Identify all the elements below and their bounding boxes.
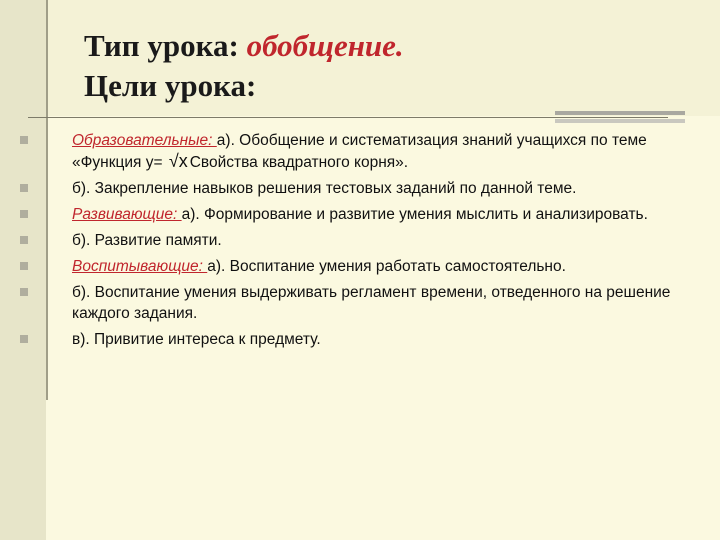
item-text: а). Воспитание умения работать самостоятельно. [207, 258, 566, 275]
item-text-tail: Свойства квадратного корня». [189, 154, 409, 171]
item-lead: Образовательные: [72, 132, 217, 149]
square-bullet-icon [20, 136, 28, 144]
list-item [20, 230, 700, 251]
item-text: б). Развитие памяти. [72, 232, 222, 249]
item-text: б). Воспитание умения выдерживать регламент времени, отведенного на решение каждого задания. [72, 284, 671, 322]
square-bullet-icon [20, 262, 28, 270]
list-item [20, 282, 700, 324]
slide-title [84, 26, 404, 106]
square-bullet-icon [20, 184, 28, 192]
list-item [20, 130, 700, 173]
square-bullet-icon [20, 288, 28, 296]
item-lead: Развивающие: [72, 206, 182, 223]
goals-list [20, 130, 700, 355]
square-bullet-icon [20, 236, 28, 244]
square-bullet-icon [20, 335, 28, 343]
list-item [20, 178, 700, 199]
sqrt-formula: √x [168, 151, 188, 171]
title-divider [28, 117, 668, 118]
item-text: в). Привитие интереса к предмету. [72, 331, 321, 348]
title-accent: обобщение. [246, 28, 404, 63]
list-item [20, 204, 700, 225]
item-text: б). Закрепление навыков решения тестовых заданий по данной теме. [72, 180, 577, 197]
list-item [20, 329, 700, 350]
divider-accent-light [555, 119, 685, 123]
item-text: а). Обобщение и систематизация знаний учащихся по теме «Функция y= [72, 132, 647, 171]
item-lead: Воспитывающие: [72, 258, 208, 275]
list-item [20, 256, 700, 277]
divider-accent-dark [555, 111, 685, 115]
square-bullet-icon [20, 210, 28, 218]
title-prefix: Тип урока: [84, 28, 247, 63]
title-line2: Цели урока: [84, 68, 257, 103]
item-text: а). Формирование и развитие умения мыслить и анализировать. [181, 206, 648, 223]
